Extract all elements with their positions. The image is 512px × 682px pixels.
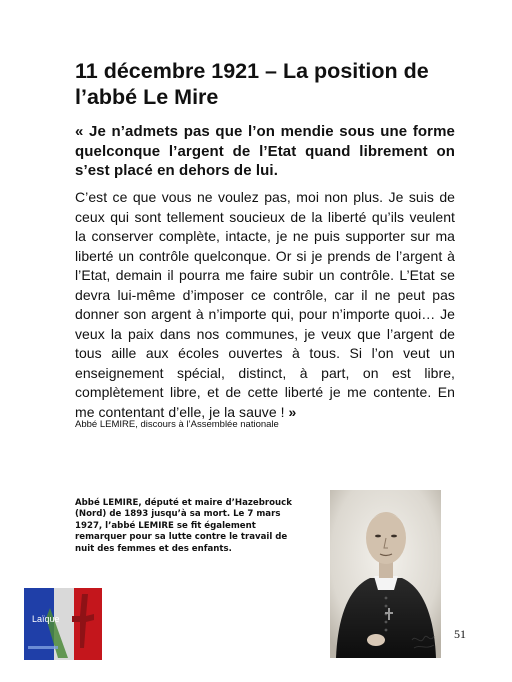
quote-body-text: C’est ce que vous ne voulez pas, moi non plus. Je suis de ceux qui sont tellement soucieux de la liberté qu’ils veulent la conserver complète, intacte, je ne puis supporter sur ma liberté un contrôle quelconque. Or si je prends de l’argent à l’Etat, demain il pourra me faire subir un contrôle. L’Etat se devra lui-même d’imposer ce contrôle, car il ne peut pas donner son argent à n’importe qui, pour n’importe quoi… Je veux la paix dans nos communes, je veux que l’argent de tous aille aux écoles ouvertes à tous. Si l’on veut un enseignement spécial, distinct, à part, on est libre, complètement libre, et de cette liberté je me contente. En me contentant d’elle, je la sauve ! — [75, 189, 455, 420]
portrait-photo — [330, 490, 441, 658]
quote-lead: « Je n’admets pas que l’on mendie sous une forme quelconque l’argent de l’Etat quand librement on s’est placé en dehors de lui. — [75, 123, 455, 179]
quote-close-mark: » — [284, 403, 297, 420]
page-title: 11 décembre 1921 – La position de l’abbé Le Mire — [75, 59, 429, 109]
quote-attribution: Abbé LEMIRE, discours à l’Assemblée nationale — [75, 419, 279, 430]
page-number: 51 — [454, 627, 466, 641]
quote-body — [75, 188, 455, 422]
laicite-logo-image — [24, 588, 102, 660]
logo-text: Laïque — [32, 614, 60, 624]
portrait-caption: Abbé LEMIRE, député et maire d’Hazebrouck (Nord) de 1893 jusqu’à sa mort. Le 7 mars 1927, l’abbé LEMIRE se fit également remarquer pour sa lutte contre le travail de nuit des femmes et des enfants. — [75, 498, 292, 554]
